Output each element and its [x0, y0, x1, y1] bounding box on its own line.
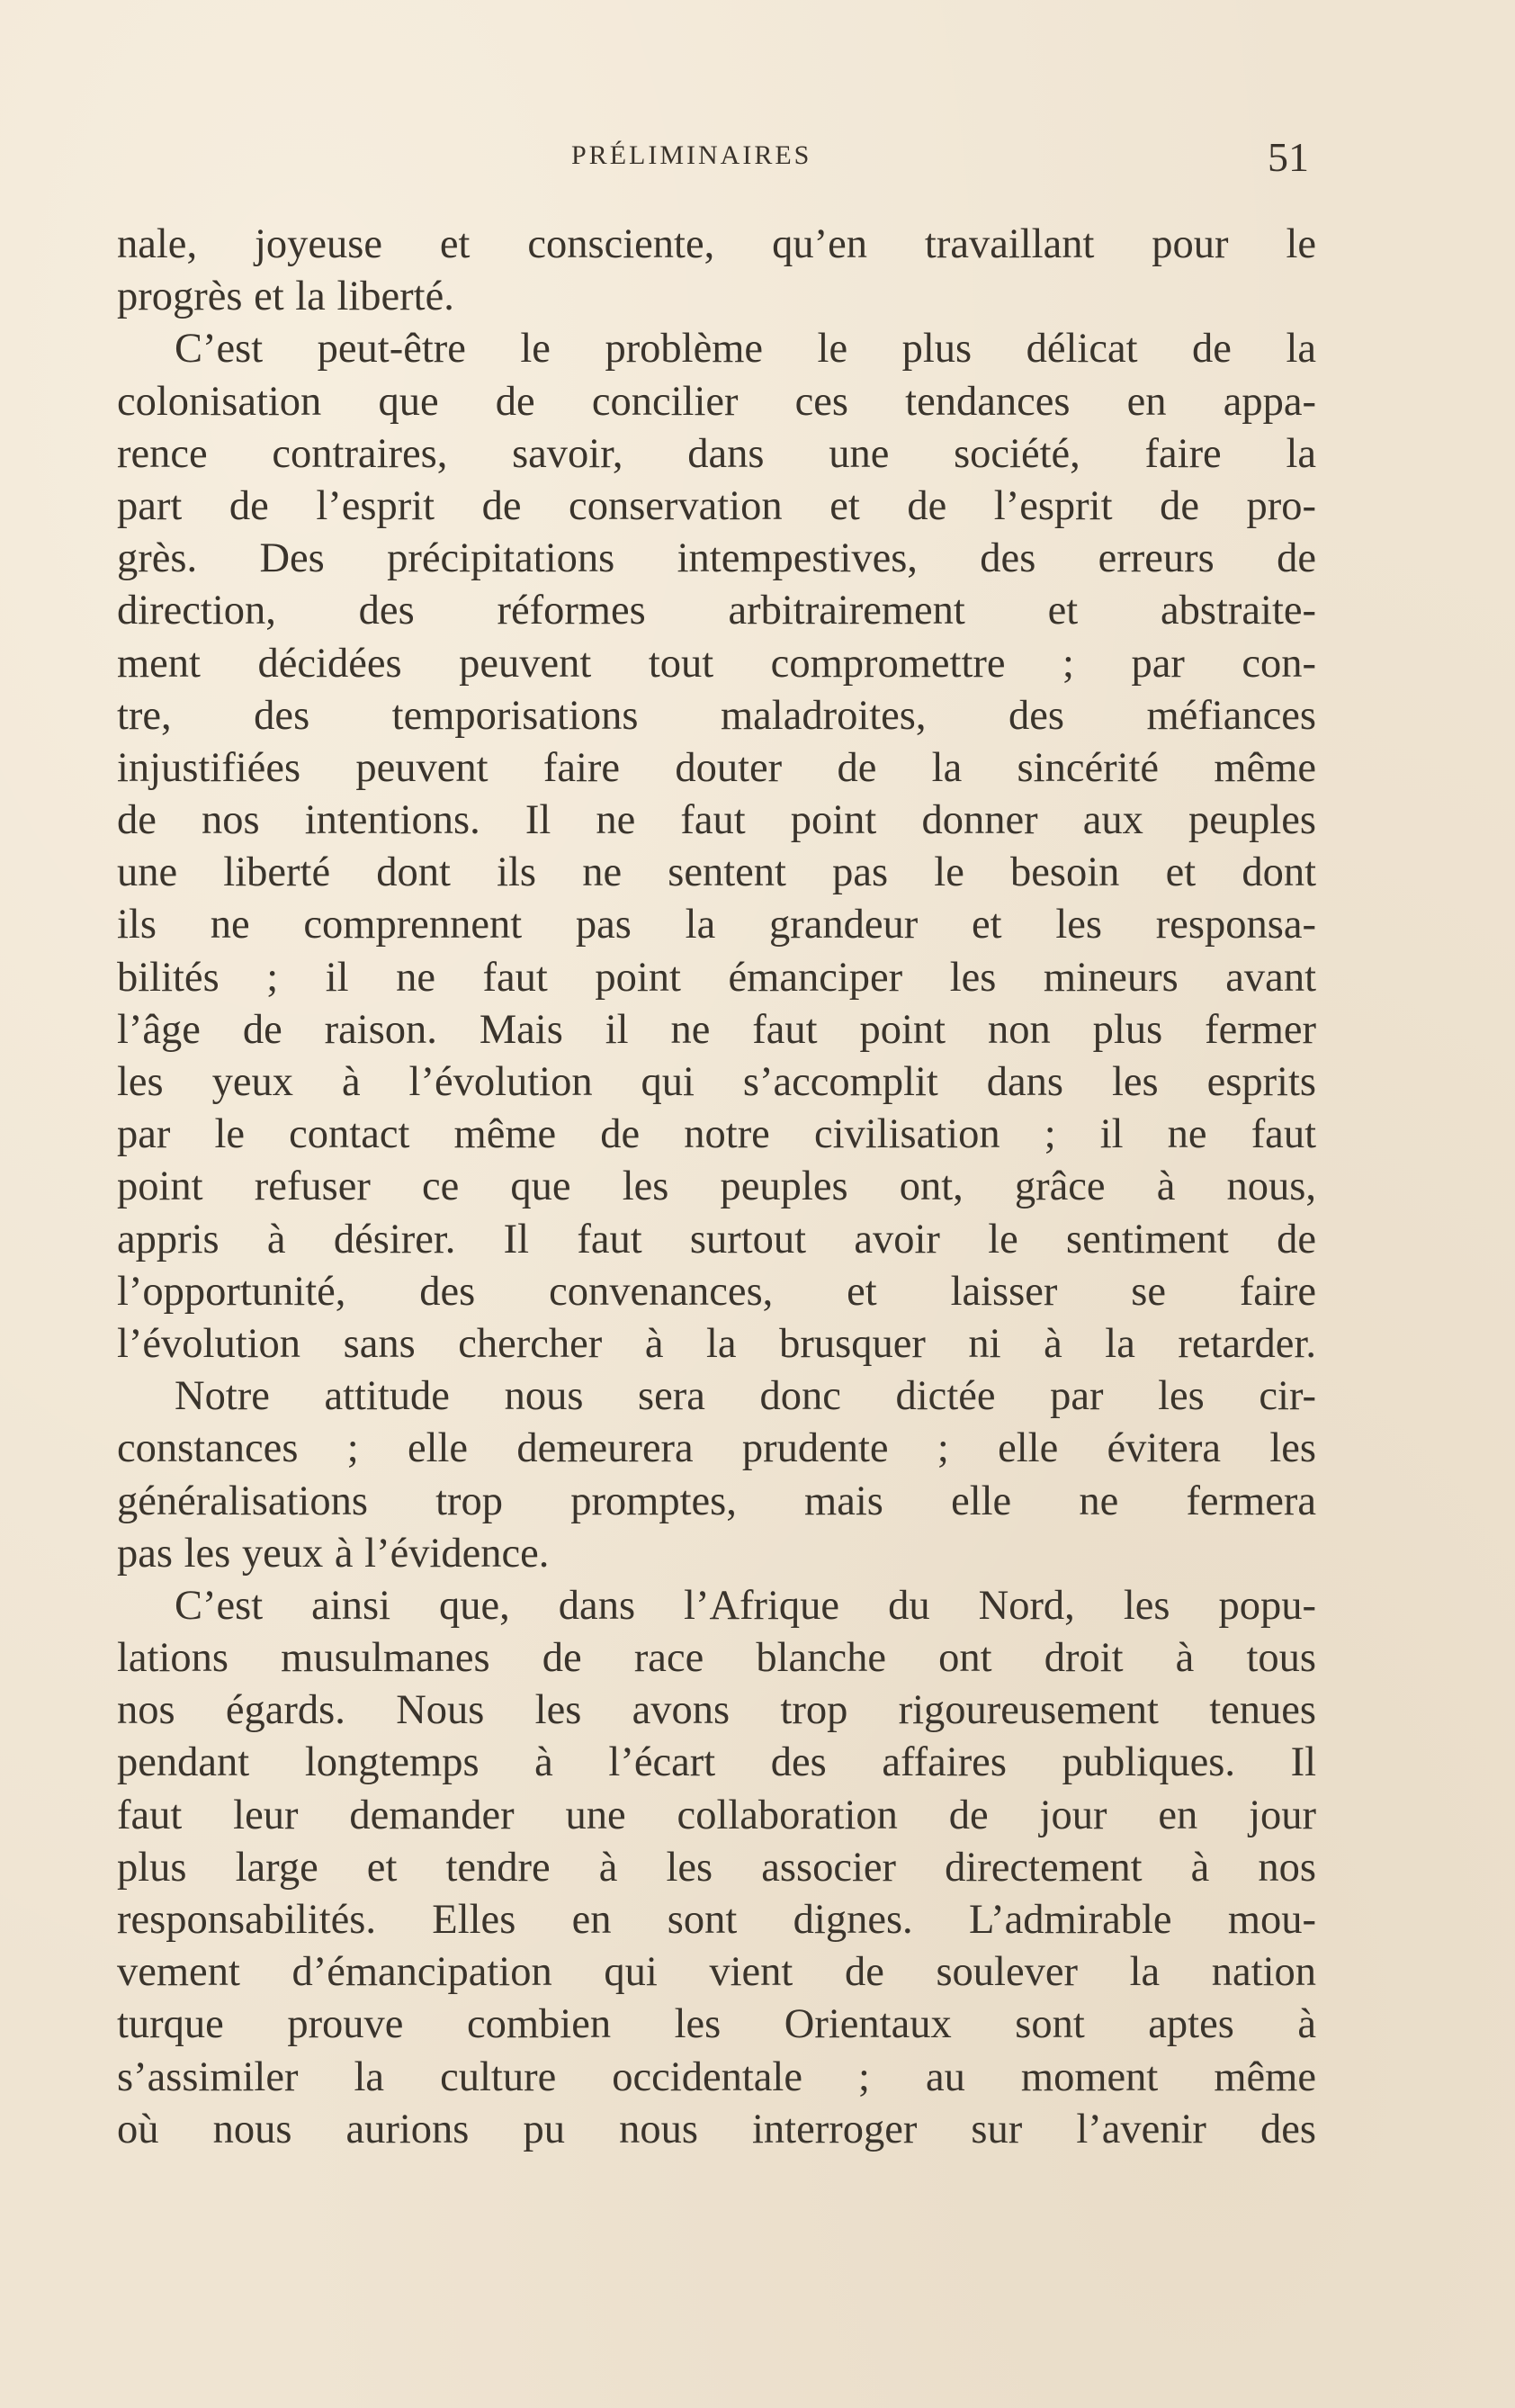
- text-line: direction, des réformes arbitrairement et abstraite-: [117, 588, 1316, 634]
- running-head-title: PRÉLIMINAIRES: [571, 140, 812, 170]
- running-head: [121, 133, 1309, 187]
- text-line: les yeux à l’évolution qui s’accomplit dans les esprits: [117, 1059, 1316, 1105]
- text-line: responsabilités. Elles en sont dignes. L’admirable mou-: [117, 1897, 1316, 1943]
- text-line: tre, des temporisations maladroites, des méfiances: [117, 692, 1316, 739]
- text-line: une liberté dont ils ne sentent pas le besoin et dont: [117, 849, 1316, 896]
- text-line: nale, joyeuse et consciente, qu’en travaillant pour le: [117, 221, 1316, 267]
- text-line: lations musulmanes de race blanche ont droit à tous: [117, 1635, 1316, 1682]
- text-line: l’évolution sans chercher à la brusquer ni à la retarder.: [117, 1320, 1316, 1367]
- text-line: injustifiées peuvent faire douter de la sincérité même: [117, 744, 1316, 791]
- text-line: ils ne comprennent pas la grandeur et les responsa-: [117, 902, 1316, 948]
- text-line: grès. Des précipitations intempestives, des erreurs de: [117, 535, 1316, 582]
- text-line: vement d’émancipation qui vient de soulever la nation: [117, 1949, 1316, 1996]
- text-line: par le contact même de notre civilisation ; il ne faut: [117, 1111, 1316, 1158]
- text-line: part de l’esprit de conservation et de l’esprit de pro-: [117, 482, 1316, 529]
- text-line: nos égards. Nous les avons trop rigoureusement tenues: [117, 1687, 1316, 1734]
- text-line: plus large et tendre à les associer directement à nos: [117, 1844, 1316, 1891]
- text-line: C’est peut-être le problème le plus délicat de la: [175, 326, 1316, 373]
- text-line: appris à désirer. Il faut surtout avoir le sentiment de: [117, 1216, 1316, 1262]
- text-line: turque prouve combien les Orientaux sont aptes à: [117, 2001, 1316, 2048]
- body-text: [117, 219, 1316, 2156]
- text-line: où nous aurions pu nous interroger sur l’avenir des: [117, 2106, 1316, 2152]
- text-line: s’assimiler la culture occidentale ; au moment même: [117, 2053, 1316, 2100]
- text-line: l’âge de raison. Mais il ne faut point non plus fermer: [117, 1006, 1316, 1053]
- text-line: pendant longtemps à l’écart des affaires publiques. Il: [117, 1739, 1316, 1786]
- text-line: C’est ainsi que, dans l’Afrique du Nord, les popu-: [175, 1582, 1316, 1629]
- page-number: 51: [1268, 134, 1309, 180]
- text-line: de nos intentions. Il ne faut point donner aux peuples: [117, 797, 1316, 844]
- text-line: l’opportunité, des convenances, et laisser se faire: [117, 1268, 1316, 1315]
- text-line: pas les yeux à l’évidence.: [117, 1530, 550, 1577]
- text-line: point refuser ce que les peuples ont, grâce à nous,: [117, 1164, 1316, 1210]
- text-line: colonisation que de concilier ces tendances en appa-: [117, 378, 1316, 425]
- text-line: constances ; elle demeurera prudente ; elle évitera les: [117, 1425, 1316, 1472]
- text-line: Notre attitude nous sera donc dictée par les cir-: [175, 1373, 1316, 1420]
- text-line: généralisations trop promptes, mais elle ne fermera: [117, 1478, 1316, 1524]
- text-line: rence contraires, savoir, dans une société, faire la: [117, 430, 1316, 477]
- text-line: bilités ; il ne faut point émanciper les mineurs avant: [117, 954, 1316, 1001]
- text-line: ment décidées peuvent tout compromettre ; par con-: [117, 640, 1316, 687]
- text-line: progrès et la liberté.: [117, 274, 454, 320]
- text-line: faut leur demander une collaboration de jour en jour: [117, 1792, 1316, 1838]
